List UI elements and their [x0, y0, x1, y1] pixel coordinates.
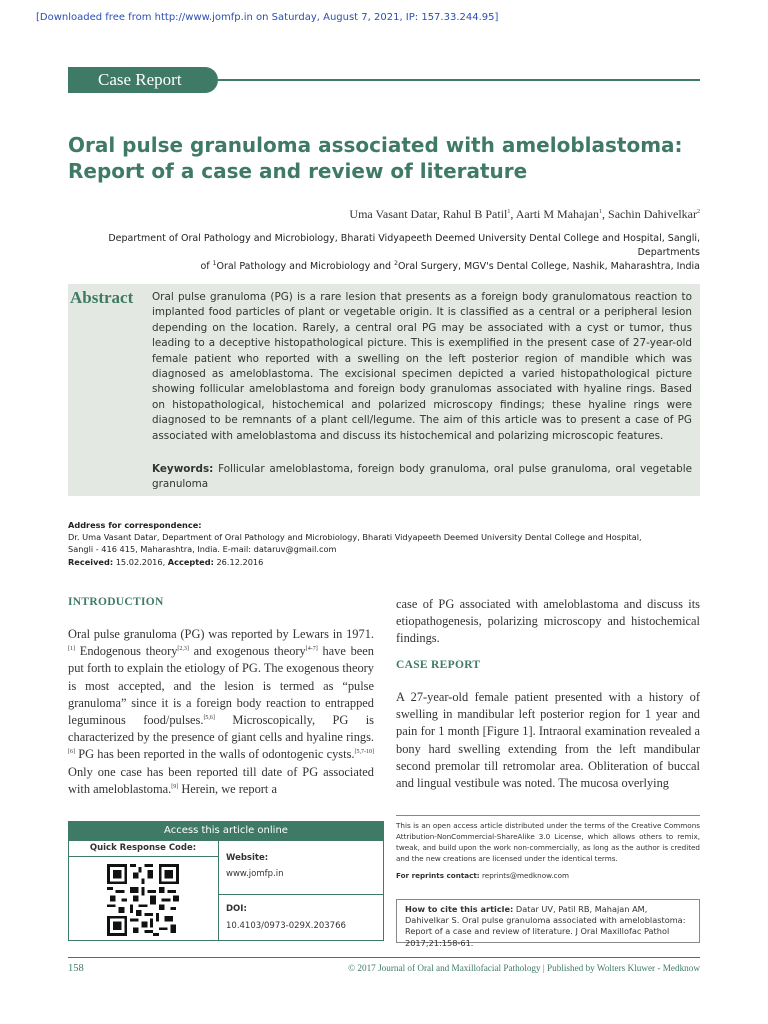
qr-label: Quick Response Code: [89, 843, 197, 853]
website-link[interactable]: www.jomfp.in [226, 869, 284, 879]
affiliations [68, 232, 700, 274]
section-tag: Case Report [68, 67, 218, 93]
website-label: Website: [226, 853, 269, 863]
author-3: , Aarti M Mahajan [510, 207, 600, 221]
citation-label: How to cite this article: [405, 904, 514, 914]
author-2: Rahul B Patil [442, 207, 508, 221]
received-accepted: Received: 15.02.2016, Accepted: 26.12.2016 [68, 556, 264, 567]
website-doi-rule [218, 894, 384, 895]
license-rule [396, 815, 700, 816]
correspondence-label: Address for correspondence: [68, 520, 202, 530]
author-3-affil: 1 [599, 209, 603, 215]
author-2-affil: 1 [507, 209, 511, 215]
title-line-2: Report of a case and review of literature [68, 159, 528, 183]
qr-code-icon[interactable] [107, 864, 179, 936]
keywords-label: Keywords: [152, 463, 214, 475]
page-number: 158 [68, 963, 84, 974]
correspondence-line-1: Dr. Uma Vasant Datar, Department of Oral Pathology and Microbiology, Bharati Vidyapeeth Deemed University Dental College and Hospital, [68, 532, 642, 543]
keywords-list: Follicular ameloblastoma, foreign body granuloma, oral pulse granuloma, oral vegetable granuloma [152, 463, 692, 491]
introduction-continued: case of PG associated with ameloblastoma and discuss its etiopathogenesis, polarizing microscopy and histochemical findings. [396, 597, 700, 646]
reprints-contact: For reprints contact: reprints@medknow.com [396, 871, 569, 880]
author-4-affil: 2 [697, 209, 700, 215]
correspondence [68, 519, 708, 568]
abstract-heading: Abstract [70, 288, 134, 307]
reprints-email[interactable]: reprints@medknow.com [479, 871, 569, 880]
title-line-1: Oral pulse granuloma associated with ameloblastoma: [68, 133, 683, 157]
author-1: Uma Vasant Datar, [349, 207, 443, 221]
abstract-text: Oral pulse granuloma (PG) is a rare lesion that presents as a foreign body granulomatous reaction to implanted food particles of plant or vegetable origin. It is classified as a central or a peripheral lesion depending on the location. Rarely, a central oral PG may be associated with a cyst or tumor, thus leading to a deceptive histopathological picture. This is exemplified in the present case of 27-year-old female patient who reported with a swelling on the left posterior region of mandible which was diagnosed as ameloblastoma. The excisional specimen depicted a varied histopathological picture showing follicular ameloblastoma and foreign body granulomas associated with hyaline rings. Based on histopathological, histochemical and polarized microscopy findings; these hyaline rings were diagnosed to be remnants of a plant cell/legume. The aim of this article was to present a case of PG associated with ameloblastoma and discuss its histochemical and polarizing microscopic features. [152, 291, 692, 442]
license-text: This is an open access article distributed under the terms of the Creative Commons Attribution-NonCommercial-ShareAlike 3.0 License, which allows others to remix, tweak, and build upon the work non-commercially, as long as the author is credited and the new creations are licensed under the identical terms. [396, 821, 700, 863]
section-tag-rule [218, 79, 700, 81]
citation-box [396, 899, 700, 948]
introduction-heading: INTRODUCTION [68, 596, 164, 608]
footer-rule [68, 957, 700, 958]
citation-text: Datar UV, Patil RB, Mahajan AM, Dahivelkar S. Oral pulse granuloma associated with ameloblastoma: Report of a case and review of literature. J Oral Maxillofac Pathol 2017;21:158-61. [405, 904, 686, 948]
case-report-heading: CASE REPORT [396, 659, 481, 671]
affiliation-line-2: of $^1$Oral Pathology and Microbiology and $^2$Oral Surgery, MGV's Dental College, Nashik, Maharashtra, India [200, 259, 700, 272]
qr-label-rule [68, 856, 218, 857]
affiliation-line-1: Department of Oral Pathology and Microbiology, Bharati Vidyapeeth Deemed University Dental College and Hospital, Sangli, Departments [108, 233, 700, 258]
footer-journal: © 2017 Journal of Oral and Maxillofacial Pathology | Published by Wolters Kluwer - Medknow [348, 963, 700, 973]
introduction-text: Oral pulse granuloma (PG) was reported by Lewars in 1971.[1] Endogenous theory[2,3] and exogenous theory[4-7] have been put forth to explain the etiology of PG. The exogenous theory is most accepted, and the lesion is termed as “pulse granuloma” since it is a foreign body reaction to entrapped leguminous food/pulses.[5,6] Microscopically, PG is characterized by the presence of giant cells and hyaline rings.[6] PG has been reported in the walls of odontogenic cysts.[5,7-10] Only one case has been reported till date of PG associated with ameloblastoma.[9] Herein, we report a [68, 627, 374, 796]
access-box-heading: Access this article online [68, 821, 384, 841]
article-title [68, 132, 708, 184]
case-report-text: A 27-year-old female patient presented with a history of swelling in mandibular left posterior region for 1 year and pain for 1 month [Figure 1]. Intraoral examination revealed a bony hard swelling extending from the left mandibular second premolar till retromolar area. Obliteration of buccal and lingual vestibule was noted. The mucosa overlying [396, 690, 700, 791]
download-notice: [Downloaded free from http://www.jomfp.in on Saturday, August 7, 2021, IP: 157.33.244.95] [36, 12, 499, 23]
doi-link[interactable]: 10.4103/0973-029X.203766 [226, 921, 346, 931]
doi-label: DOI: [226, 904, 247, 914]
correspondence-line-2: Sangli - 416 415, Maharashtra, India. E-mail: dataruv@gmail.com [68, 544, 337, 555]
author-list [349, 207, 700, 222]
access-box-divider [218, 841, 219, 941]
author-4: , Sachin Dahivelkar [602, 207, 697, 221]
keywords [152, 462, 692, 493]
